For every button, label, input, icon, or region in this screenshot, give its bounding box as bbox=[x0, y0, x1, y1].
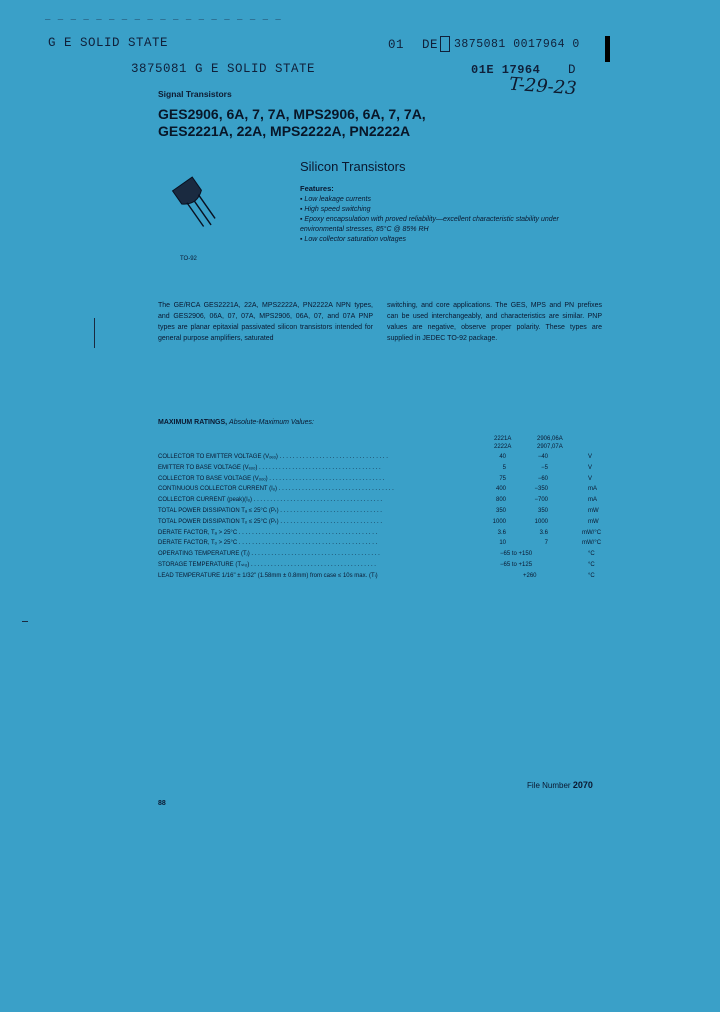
code-de: DE bbox=[422, 38, 439, 52]
handwritten-date: T-29-23 bbox=[508, 73, 578, 100]
feature-item: ▪ Epoxy encapsulation with proved reliability—excellent characteristic stability under bbox=[300, 216, 559, 223]
features-heading: Features: bbox=[300, 184, 334, 193]
rating-dots: . . . . . . . . . . . . . . . . . . . . . . . . . . . . . . . . . . . . . . . bbox=[253, 497, 383, 504]
rating-value-pnp: 7 bbox=[544, 540, 548, 547]
description-right: switching, and core applications. The GES, MPS and PN prefixes can be used interchangeably, and characteristics are similar. PNP values are negative, observe proper polarity. These types are supplied in JEDEC TO-92 package. bbox=[387, 302, 602, 342]
rating-value-range: −65 to +125 bbox=[500, 561, 533, 568]
rating-value-npn: 75 bbox=[499, 475, 506, 482]
transistor-to92-icon bbox=[165, 172, 225, 242]
rating-value-npn: 10 bbox=[499, 540, 506, 547]
rating-label: DERATE FACTOR, Tₒ > 25°C bbox=[158, 540, 238, 547]
ratings-heading bbox=[158, 419, 314, 426]
feature-item: ▪ High speed switching bbox=[300, 206, 371, 213]
section-label: Signal Transistors bbox=[158, 89, 232, 99]
col2-header-1: 2906,06A bbox=[537, 436, 563, 442]
file-number-label: File Number bbox=[527, 781, 571, 790]
rating-unit: mA bbox=[588, 486, 597, 493]
rating-dots: . . . . . . . . . . . . . . . . . . . . . . . . . . . . . . . . . . . . . . bbox=[250, 561, 376, 568]
rating-value-pnp: −40 bbox=[537, 454, 548, 460]
rating-unit: mW bbox=[588, 518, 599, 525]
rating-unit: mW/°C bbox=[582, 540, 602, 547]
ratings-table bbox=[158, 452, 608, 582]
rating-unit: °C bbox=[588, 551, 595, 558]
box-mark bbox=[440, 36, 450, 52]
rating-dots: . . . . . . . . . . . . . . . . . . . . . . . . . . . . . . . bbox=[280, 518, 382, 525]
rating-unit: mA bbox=[588, 497, 597, 504]
col2-header-2: 2907,07A bbox=[537, 444, 563, 450]
rating-value-npn: 350 bbox=[495, 507, 506, 514]
doc-code: 3875081 0017964 0 bbox=[454, 38, 580, 51]
rating-dots: . . . . . . . . . . . . . . . . . . . . . . . . . . . . . . . . . bbox=[279, 454, 388, 460]
rating-label: TOTAL POWER DISSIPATION Tₒ ≤ 25°C (Pₜ) bbox=[158, 518, 279, 525]
company-name: G E SOLID STATE bbox=[48, 36, 169, 50]
description-left: The GE/RCA GES2221A, 22A, MPS2222A, PN2222A NPN types, and GES2906, 06A, 07, 07A, MPS2906, 06A, 07, and 07A PNP types are planar epitaxial passivated silicon transistors intended for general purpose amplifiers, saturated bbox=[158, 302, 373, 342]
rating-label: COLLECTOR TO EMITTER VOLTAGE (Vₒₑₒ) bbox=[158, 454, 278, 460]
rating-label: TOTAL POWER DISSIPATION Tₐ ≤ 25°C (Pₜ) bbox=[158, 507, 279, 514]
top-dashes: _ _ _ _ _ _ _ _ _ _ _ _ _ _ _ _ _ _ _ bbox=[45, 12, 282, 22]
rating-label: CONTINUOUS COLLECTOR CURRENT (Iₒ) bbox=[158, 486, 278, 493]
margin-mark bbox=[94, 318, 95, 348]
rating-unit: mW bbox=[588, 507, 599, 514]
rating-value-npn: 400 bbox=[495, 486, 506, 493]
rating-row bbox=[158, 517, 608, 528]
title-line-2: GES2221A, 22A, MPS2222A, PN2222A bbox=[158, 123, 411, 139]
file-number bbox=[527, 780, 593, 790]
features-list bbox=[300, 195, 620, 245]
rating-row bbox=[158, 560, 608, 571]
feature-item: environmental stresses, 85°C @ 85% RH bbox=[300, 226, 429, 233]
rating-row bbox=[158, 506, 608, 517]
rating-label: DERATE FACTOR, Tₐ > 25°C bbox=[158, 529, 238, 536]
rating-unit: V bbox=[588, 464, 593, 471]
rating-row bbox=[158, 484, 608, 495]
rating-value-npn: 40 bbox=[499, 454, 506, 460]
ratings-heading-italic: Absolute-Maximum Values: bbox=[229, 419, 314, 426]
rating-label: EMITTER TO BASE VOLTAGE (Vₑₒₒ) bbox=[158, 464, 258, 471]
rating-value-pnp: −60 bbox=[537, 475, 548, 482]
rating-unit: mW/°C bbox=[582, 529, 602, 536]
header-line2-code: 01E 17964 bbox=[471, 63, 541, 77]
rating-value-npn: 5 bbox=[502, 464, 506, 471]
rating-dots: . . . . . . . . . . . . . . . . . . . . . . . . . . . . . . . . . . . . . . . bbox=[251, 551, 380, 558]
rating-value-pnp: −350 bbox=[534, 486, 548, 493]
page-number: 88 bbox=[158, 800, 166, 807]
rating-unit: V bbox=[588, 475, 593, 482]
rating-value-pnp: 1000 bbox=[534, 518, 548, 525]
rating-dots: . . . . . . . . . . . . . . . . . . . . . . . . . . . . . . . . . . . bbox=[269, 475, 385, 482]
rating-label: COLLECTOR CURRENT (peak)(Iₒ) bbox=[158, 497, 253, 504]
rating-label: COLLECTOR TO BASE VOLTAGE (Vₒₒₒ) bbox=[158, 475, 268, 482]
rating-row bbox=[158, 495, 608, 506]
rating-row bbox=[158, 452, 608, 463]
rating-row bbox=[158, 474, 608, 485]
code-01: 01 bbox=[388, 38, 405, 52]
rating-dots: . . . . . . . . . . . . . . . . . . . . . . . . . . . . . . . bbox=[280, 507, 382, 514]
rating-value-range: −65 to +150 bbox=[500, 551, 533, 558]
rating-dots: . . . . . . . . . . . . . . . . . . . . . . . . . . . . . . . . . . . . . . . . . . bbox=[238, 529, 378, 536]
feature-item: ▪ Low collector saturation voltages bbox=[300, 236, 406, 243]
rating-dots: . . . . . . . . . . . . . . . . . . . . . . . . . . . . . . . . . . . bbox=[278, 486, 394, 493]
rating-row bbox=[158, 528, 608, 539]
rating-row bbox=[158, 571, 608, 582]
header-line2: 3875081 G E SOLID STATE bbox=[131, 62, 316, 76]
rating-value-npn: 3.6 bbox=[497, 529, 506, 536]
rating-dots: . . . . . . . . . . . . . . . . . . . . . . . . . . . . . . . . . . . . . . . . . . bbox=[238, 540, 378, 547]
rating-row bbox=[158, 538, 608, 549]
title-line-1: GES2906, 6A, 7, 7A, MPS2906, 6A, 7, 7A, bbox=[158, 106, 426, 122]
rating-label: STORAGE TEMPERATURE (Tₛₜₒ) bbox=[158, 561, 250, 568]
rating-value-pnp: −5 bbox=[541, 464, 548, 471]
header-line2-d: D bbox=[568, 63, 577, 77]
col1-header-2: 2222A bbox=[494, 444, 512, 450]
rating-label: OPERATING TEMPERATURE (Tⱼ) bbox=[158, 551, 250, 558]
rating-unit: °C bbox=[588, 561, 595, 568]
black-bar bbox=[605, 36, 610, 62]
rating-value-npn: 800 bbox=[495, 497, 506, 504]
margin-tick bbox=[22, 621, 28, 622]
subtitle: Silicon Transistors bbox=[300, 159, 406, 174]
rating-dots: . . . . . . . . . . . . . . . . . . . . . . . . . . . . . . . . . . . . . bbox=[259, 464, 381, 471]
rating-value-pnp: 350 bbox=[537, 507, 548, 514]
rating-value-npn: 1000 bbox=[492, 518, 506, 525]
col1-header-1: 2221A bbox=[494, 436, 512, 442]
package-label: TO-92 bbox=[180, 256, 197, 262]
feature-item: ▪ Low leakage currents bbox=[300, 196, 371, 203]
rating-unit: V bbox=[588, 454, 593, 460]
ratings-heading-bold: MAXIMUM RATINGS, bbox=[158, 419, 228, 426]
file-number-value: 2070 bbox=[572, 780, 593, 790]
rating-value-pnp: 3.6 bbox=[539, 529, 548, 536]
rating-label: LEAD TEMPERATURE 1/16" ± 1/32" (1.58mm ± 0.8mm) from case ≤ 10s max. (Tₗ) bbox=[158, 572, 378, 579]
rating-value-lead: +260 bbox=[523, 572, 537, 579]
rating-value-pnp: −700 bbox=[534, 497, 548, 504]
rating-unit: °C bbox=[588, 572, 595, 579]
rating-row bbox=[158, 549, 608, 560]
rating-row bbox=[158, 463, 608, 474]
